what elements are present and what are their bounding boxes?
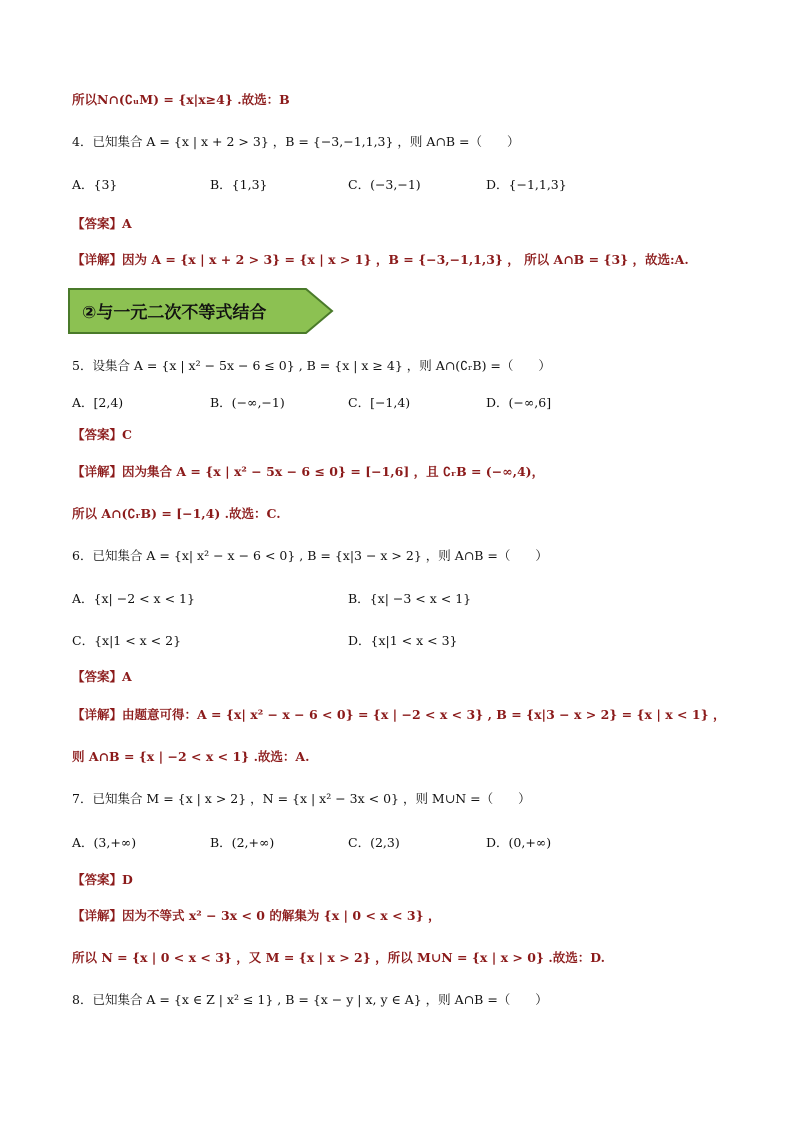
- q7-option-c: C．(2,3): [348, 835, 400, 850]
- carry-over-conclusion: 所以N∩(∁ᵤM) = {x|x≥4} .故选：B: [72, 92, 290, 107]
- q4-option-c: C．(−3,−1): [348, 177, 421, 192]
- q6-detail-line2: 则 A∩B = {x | −2 < x < 1} .故选：A.: [72, 749, 310, 764]
- q4-detail: 【详解】因为 A = {x | x + 2 > 3} = {x | x > 1} ，B = {−3,−1,1,3} ， 所以 A∩B = {3} ，故选:A.: [72, 252, 689, 267]
- q4-answer: 【答案】A: [72, 216, 132, 231]
- q6-detail-line1: 【详解】由题意可得：A = {x| x² − x − 6 < 0} = {x | −2 < x < 3} , B = {x|3 − x > 2} = {x | x < 1} ，: [72, 707, 726, 722]
- q5-detail-line2: 所以 A∩(∁ᵣB) = [−1,4) .故选：C.: [72, 506, 281, 521]
- q4-option-b: B．{1,3}: [210, 177, 268, 192]
- q6-option-b: B．{x| −3 < x < 1}: [348, 591, 472, 606]
- q7-answer: 【答案】D: [72, 872, 133, 887]
- q5-option-b: B．(−∞,−1): [210, 395, 285, 410]
- q4-option-d: D．{−1,1,3}: [486, 177, 567, 192]
- q4-option-a: A．{3}: [72, 177, 118, 192]
- q5-option-a: A．[2,4): [72, 395, 124, 410]
- q6-question: 6．已知集合 A = {x| x² − x − 6 < 0} , B = {x|3 − x > 2} ，则 A∩B =（ ）: [72, 548, 548, 563]
- q7-detail-line1: 【详解】因为不等式 x² − 3x < 0 的解集为 {x | 0 < x < 3} ，: [72, 908, 441, 923]
- q5-question: 5．设集合 A = {x | x² − 5x − 6 ≤ 0} , B = {x | x ≥ 4} ，则 A∩(∁ᵣB) =（ ）: [72, 358, 551, 373]
- q7-option-a: A．(3,+∞): [72, 835, 137, 850]
- section-banner: [68, 286, 334, 336]
- q6-option-d: D．{x|1 < x < 3}: [348, 633, 458, 648]
- q8-question: 8．已知集合 A = {x ∈ Z | x² ≤ 1} , B = {x − y | x, y ∈ A} ，则 A∩B =（ ）: [72, 992, 548, 1007]
- q5-option-c: C．[−1,4): [348, 395, 411, 410]
- q7-detail-line2: 所以 N = {x | 0 < x < 3} ，又 M = {x | x > 2} ，所以 M∪N = {x | x > 0} .故选：D.: [72, 950, 605, 965]
- q5-detail-line1: 【详解】因为集合 A = {x | x² − 5x − 6 ≤ 0} = [−1,6] ，且 ∁ᵣB = (−∞,4)，: [72, 464, 545, 479]
- q7-option-d: D．(0,+∞): [486, 835, 552, 850]
- q6-answer: 【答案】A: [72, 669, 132, 684]
- q7-option-b: B．(2,+∞): [210, 835, 275, 850]
- q5-option-d: D．(−∞,6]: [486, 395, 552, 410]
- q6-option-c: C．{x|1 < x < 2}: [72, 633, 182, 648]
- q6-option-a: A．{x| −2 < x < 1}: [72, 591, 195, 606]
- section-title: ②与一元二次不等式结合: [82, 303, 267, 323]
- q7-question: 7．已知集合 M = {x | x > 2} ，N = {x | x² − 3x < 0} ，则 M∪N =（ ）: [72, 791, 531, 806]
- q5-answer: 【答案】C: [72, 427, 132, 442]
- q4-question: 4．已知集合 A = {x | x + 2 > 3} ，B = {−3,−1,1,3} ，则 A∩B =（ ）: [72, 134, 520, 149]
